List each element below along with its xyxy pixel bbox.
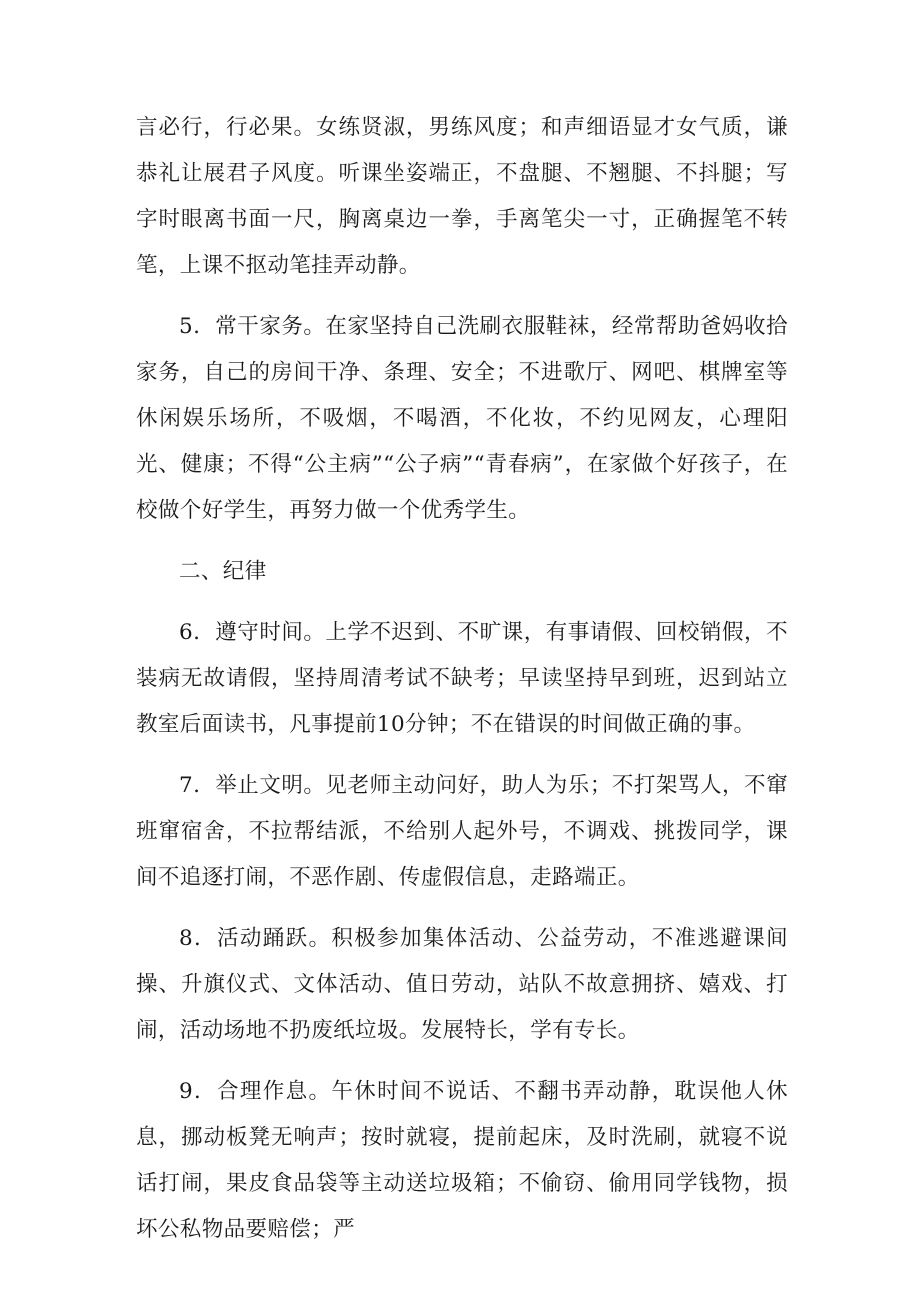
document-body xyxy=(136,105,788,1268)
paragraph-item-9: 9．合理作息。午休时间不说话、不翻书弄动静，耽误他人休息，挪动板凳无响声；按时就寝，提前起床，及时洗刷，就寝不说话打闹，果皮食品袋等主动送垃圾箱；不偷窃、偷用同学钱物，损坏公私物品要赔偿；严 xyxy=(136,1079,788,1242)
paragraph-continued: 言必行，行必果。女练贤淑，男练风度；和声细语显才女气质，谦恭礼让展君子风度。听课坐姿端正，不盘腿、不翘腿、不抖腿；写字时眼离书面一尺，胸离桌边一拳，手离笔尖一寸，正确握笔不转笔，上课不抠动笔挂弄动静。 xyxy=(136,115,788,278)
paragraph-item-5: 5．常干家务。在家坚持自己洗刷衣服鞋袜，经常帮助爸妈收拾家务，自己的房间干净、条理、安全；不进歌厅、网吧、棋牌室等休闲娱乐场所，不吸烟，不喝酒，不化妆，不约见网友，心理阳光、健康；不得“公主病”“公子病”“青春病”，在家做个好孩子，在校做个好学生，再努力做一个优秀学生。 xyxy=(136,314,788,523)
paragraph-item-7: 7．举止文明。见老师主动问好，助人为乐；不打架骂人，不窜班窜宿舍，不拉帮结派，不给别人起外号，不调戏、挑拨同学，课间不追逐打闹，不恶作剧、传虚假信息，走路端正。 xyxy=(136,773,788,890)
section-heading-discipline: 二、纪律 xyxy=(179,559,267,584)
paragraph-item-6: 6．遵守时间。上学不迟到、不旷课，有事请假、回校销假，不装病无故请假，坚持周清考试不缺考；早读坚持早到班，迟到站立教室后面读书，凡事提前10分钟；不在错误的时间做正确的事。 xyxy=(136,620,788,737)
paragraph-item-8: 8．活动踊跃。积极参加集体活动、公益劳动，不准逃避课间操、升旗仪式、文体活动、值日劳动，站队不故意拥挤、嬉戏、打闹，活动场地不扔废纸垃圾。发展特长，学有专长。 xyxy=(136,926,788,1043)
